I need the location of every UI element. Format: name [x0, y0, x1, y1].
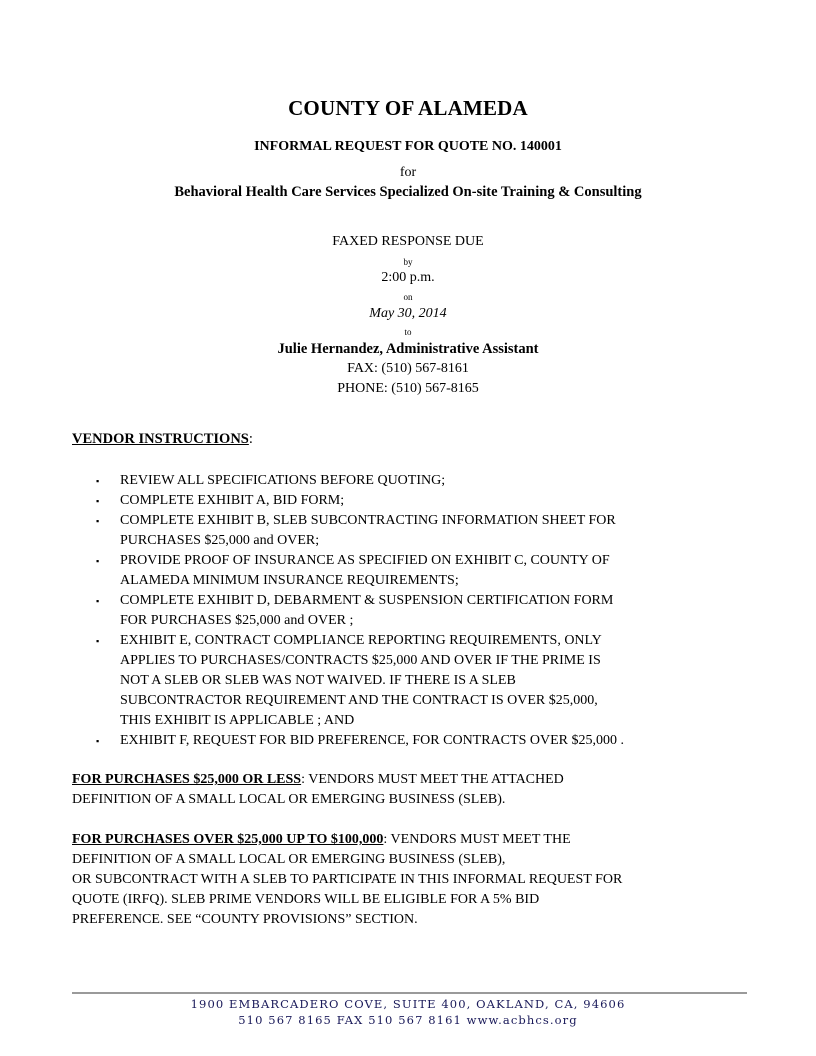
- bullet-icon: ▪: [96, 596, 100, 606]
- instruction-line: ALAMEDA MINIMUM INSURANCE REQUIREMENTS;: [120, 573, 459, 588]
- instruction-item: [94, 591, 754, 631]
- instruction-line: FOR PURCHASES $25,000 and OVER ;: [120, 613, 354, 628]
- instruction-line: APPLIES TO PURCHASES/CONTRACTS $25,000 AND OVER IF THE PRIME IS: [120, 653, 601, 668]
- instruction-line: REVIEW ALL SPECIFICATIONS BEFORE QUOTING;: [120, 473, 446, 488]
- footer-divider: [72, 992, 747, 994]
- purchases-over-line: DEFINITION OF A SMALL LOCAL OR EMERGING BUSINESS (SLEB),: [72, 852, 506, 867]
- instruction-line: EXHIBIT E, CONTRACT COMPLIANCE REPORTING REQUIREMENTS, ONLY: [120, 633, 602, 648]
- purchases-over-line: PREFERENCE. SEE “COUNTY PROVISIONS” SECTION.: [72, 912, 418, 927]
- rfq-number: INFORMAL REQUEST FOR QUOTE NO. 140001: [254, 139, 562, 154]
- instruction-line: EXHIBIT F, REQUEST FOR BID PREFERENCE, FOR CONTRACTS OVER $25,000 .: [120, 733, 624, 748]
- instruction-line: PROVIDE PROOF OF INSURANCE AS SPECIFIED ON EXHIBIT C, COUNTY OF: [120, 553, 610, 568]
- instruction-line: COMPLETE EXHIBIT D, DEBARMENT & SUSPENSION CERTIFICATION FORM: [120, 593, 614, 608]
- to-label: to: [404, 327, 412, 337]
- instruction-line: NOT A SLEB OR SLEB WAS NOT WAIVED. IF THERE IS A SLEB: [120, 673, 516, 688]
- instruction-item: [94, 731, 754, 751]
- purchases-under-lead: FOR PURCHASES $25,000 OR LESS: [72, 772, 302, 787]
- footer-contact: 510 567 8165 FAX 510 567 8161 www.acbhcs.org: [238, 1013, 578, 1027]
- service-title: Behavioral Health Care Services Specialized On-site Training & Consulting: [174, 184, 642, 200]
- fax-number: FAX: (510) 567-8161: [347, 361, 469, 376]
- for-label: for: [399, 165, 417, 180]
- document-title: COUNTY OF ALAMEDA: [288, 96, 528, 120]
- instruction-item: [94, 471, 754, 491]
- bullet-icon: ▪: [96, 516, 100, 526]
- on-label: on: [403, 292, 413, 302]
- response-due-label: FAXED RESPONSE DUE: [332, 234, 484, 249]
- contact-name: Julie Hernandez, Administrative Assistant: [277, 341, 539, 357]
- purchases-over-lead: FOR PURCHASES OVER $25,000 UP TO $100,000: [72, 832, 384, 847]
- purchases-over-paragraph: [72, 830, 762, 930]
- instruction-line: COMPLETE EXHIBIT A, BID FORM;: [120, 493, 345, 508]
- bullet-icon: ▪: [96, 556, 100, 566]
- due-date: May 30, 2014: [369, 306, 447, 321]
- phone-number: PHONE: (510) 567-8165: [337, 381, 479, 396]
- instruction-item: [94, 511, 754, 551]
- heading-colon: :: [248, 431, 253, 447]
- purchases-over-line: OR SUBCONTRACT WITH A SLEB TO PARTICIPATE IN THIS INFORMAL REQUEST FOR: [72, 872, 623, 887]
- bullet-icon: ▪: [96, 636, 100, 646]
- bullet-icon: ▪: [96, 476, 100, 486]
- purchases-under-line: DEFINITION OF A SMALL LOCAL OR EMERGING BUSINESS (SLEB).: [72, 792, 506, 807]
- by-label: by: [403, 257, 413, 267]
- instruction-line: PURCHASES $25,000 and OVER;: [120, 533, 320, 548]
- instruction-item: [94, 631, 754, 731]
- purchases-over-text: : VENDORS MUST MEET THE: [383, 832, 571, 847]
- instruction-line: SUBCONTRACTOR REQUIREMENT AND THE CONTRACT IS OVER $25,000,: [120, 693, 598, 708]
- instruction-item: [94, 551, 754, 591]
- instruction-line: THIS EXHIBIT IS APPLICABLE ; AND: [120, 713, 355, 728]
- bullet-icon: ▪: [96, 736, 100, 746]
- instruction-line: COMPLETE EXHIBIT B, SLEB SUBCONTRACTING INFORMATION SHEET FOR: [120, 513, 616, 528]
- vendor-instructions-heading: [72, 431, 253, 448]
- due-time: 2:00 p.m.: [381, 270, 435, 285]
- instruction-item: [94, 491, 754, 511]
- purchases-over-line: QUOTE (IRFQ). SLEB PRIME VENDORS WILL BE ELIGIBLE FOR A 5% BID: [72, 892, 540, 907]
- vendor-instructions-list: [94, 471, 754, 751]
- purchases-under-paragraph: [72, 770, 762, 810]
- purchases-under-text: : VENDORS MUST MEET THE ATTACHED: [301, 772, 564, 787]
- footer-address: 1900 EMBARCADERO COVE, SUITE 400, OAKLAND, CA, 94606: [190, 997, 626, 1011]
- vendor-instructions-title: VENDOR INSTRUCTIONS: [72, 431, 249, 447]
- bullet-icon: ▪: [96, 496, 100, 506]
